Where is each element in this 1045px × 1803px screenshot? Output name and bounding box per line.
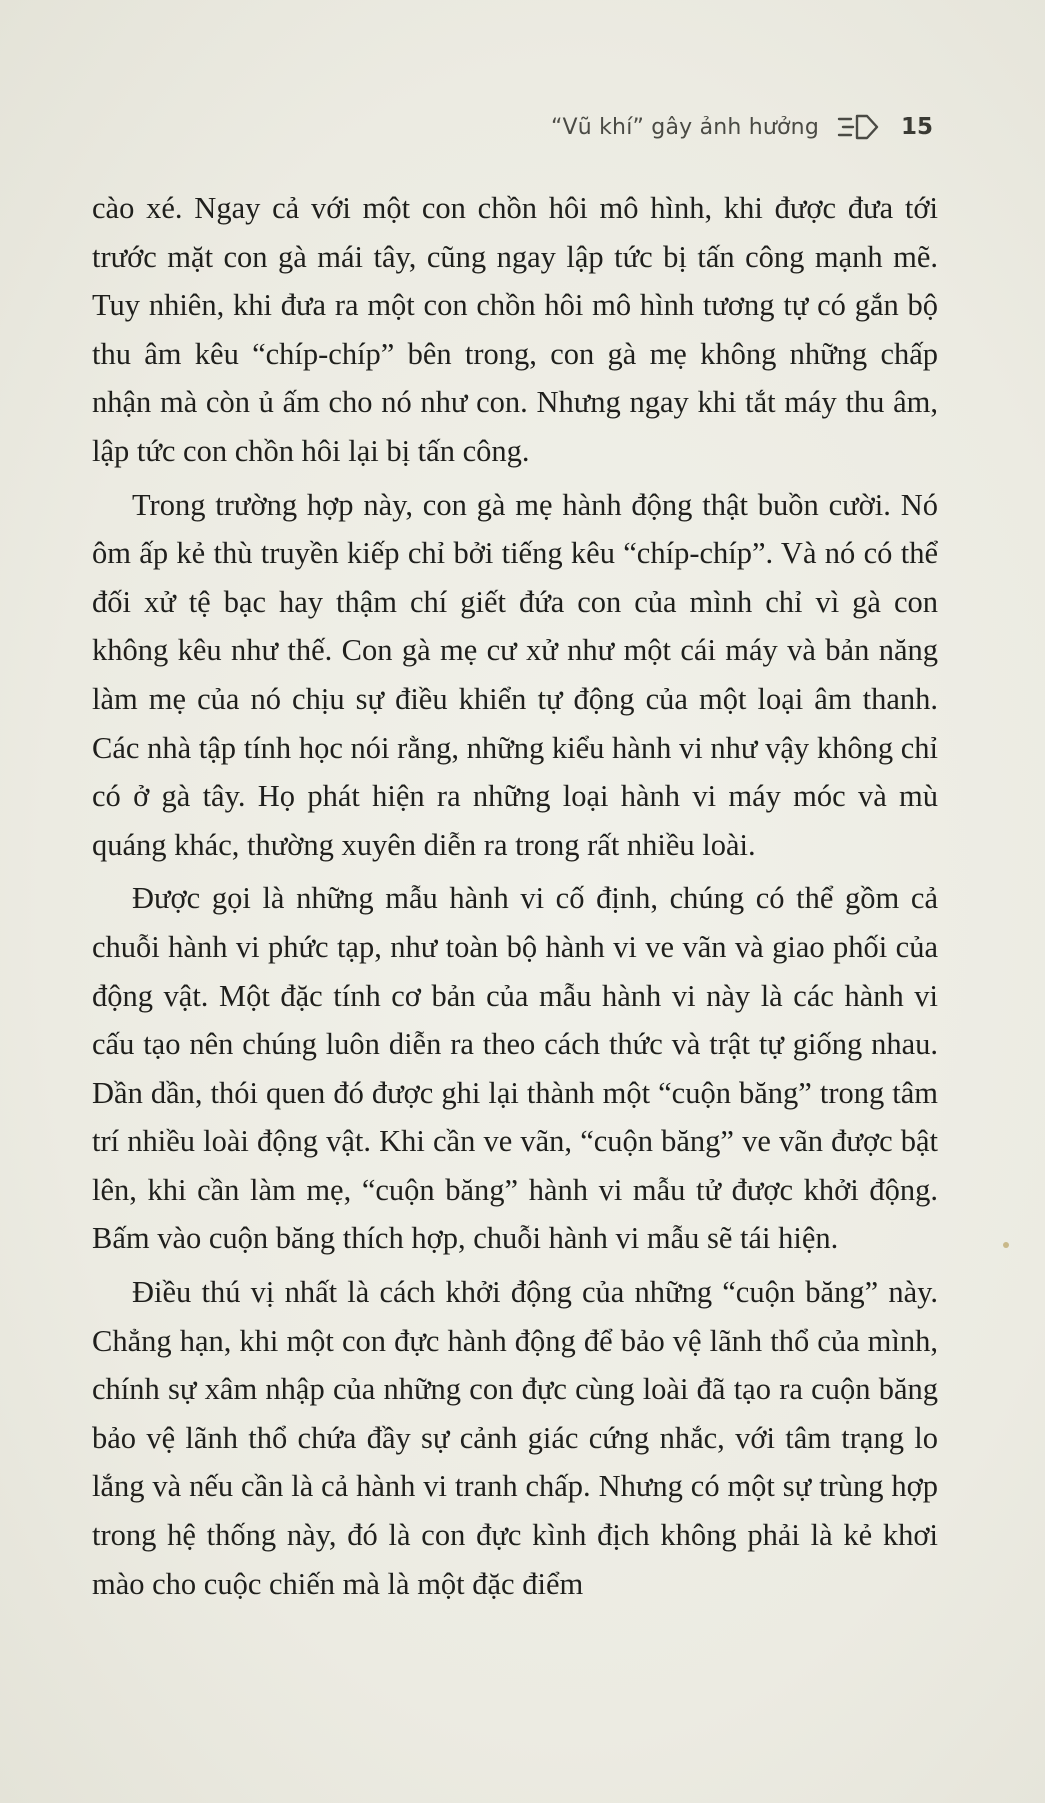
text-line: có gắn bộ thu âm kêu “chíp-chíp” bên trong, con gà mẹ không <box>92 288 939 371</box>
text-line: trước mặt con gà mái tây, cũng ngay lập tức bị tấn công mạnh <box>92 239 883 274</box>
paragraph <box>92 1268 938 1608</box>
page-header <box>551 112 933 142</box>
text-line: khi tắt máy thu âm, lập tức con chồn hôi lại bị tấn công. <box>92 385 938 468</box>
text-line: năng làm mẹ của nó chịu sự điều khiển tự động của một loại âm <box>92 633 938 716</box>
text-line: những chấp nhận mà còn ủ ấm cho nó như con. Nhưng ngay <box>92 336 939 420</box>
text-line: Được gọi là những mẫu hành vi cố định, chúng có thể gồm <box>132 881 900 916</box>
text-line: con không kêu như thế. Con gà mẹ cư xử như một cái máy và bản <box>92 584 938 668</box>
text-line: có thể đối xử tệ bạc hay thậm chí giết đứa con của mình chỉ vì gà <box>92 536 938 619</box>
paragraph <box>92 874 938 1263</box>
text-line: Nó ôm ấp kẻ thù truyền kiếp chỉ bởi tiếng kêu “chíp-chíp”. Và nó <box>92 487 938 571</box>
text-line: tự giống nhau. Dần dần, thói quen đó được ghi lại thành một <box>92 1027 938 1110</box>
text-line: các hành vi cấu tạo nên chúng luôn diễn ra theo cách thức và trật <box>92 978 939 1062</box>
text-line: không phải là kẻ khơi mào cho cuộc chiến mà là một đặc điểm <box>92 1518 938 1601</box>
book-marker-icon <box>837 112 883 142</box>
text-line: phối của động vật. Một đặc tính cơ bản của mẫu hành vi này là <box>92 929 938 1013</box>
text-line: ra cuộn băng bảo vệ lãnh thổ chứa đầy sự cảnh giác cứng nhắc, <box>92 1372 938 1455</box>
running-head: “Vũ khí” gây ảnh hưởng <box>550 114 819 140</box>
text-line: cào xé. Ngay cả với một con chồn hôi mô hình, khi được đưa tới <box>92 191 938 225</box>
text-line: thanh. Các nhà tập tính học nói rằng, những kiểu hành vi như vậy <box>92 681 939 765</box>
text-line: chuỗi hành vi mẫu sẽ tái hiện. <box>473 1221 839 1256</box>
text-line: của mình, chính sự xâm nhập của những con đực cùng loài đã tạo <box>92 1323 938 1407</box>
paragraph <box>92 184 938 476</box>
text-line: Điều thú vị nhất là cách khởi động của những “cuộn băng” <box>132 1275 879 1310</box>
text-line: Trong trường hợp này, con gà mẹ hành động thật buồn cười. <box>132 487 891 522</box>
paper-speck <box>1003 1242 1009 1248</box>
text-line: này. Chẳng hạn, khi một con đực hành động để bảo vệ lãnh thổ <box>92 1275 939 1358</box>
paragraph <box>92 481 938 870</box>
text-line: mẽ. Tuy nhiên, khi đưa ra một con chồn hôi mô hình tương tự <box>92 239 938 323</box>
text-line: “cuộn băng” trong tâm trí nhiều loài động vật. Khi cần ve vãn, <box>92 1075 938 1159</box>
text-line: có một sự trùng hợp trong hệ thống này, đó là con đực kình địch <box>92 1469 939 1553</box>
text-line: và mù quáng khác, thường xuyên diễn ra trong rất nhiều loài. <box>92 779 939 862</box>
text-line: cả chuỗi hành vi phức tạp, như toàn bộ hành vi ve vãn và giao <box>92 881 938 964</box>
body-text <box>92 184 938 1608</box>
text-line: với tâm trạng lo lắng và nếu cần là cả hành vi tranh chấp. Nhưng <box>92 1420 939 1504</box>
text-line: không chỉ có ở gà tây. Họ phát hiện ra những loại hành vi máy móc <box>92 730 938 814</box>
text-line: “cuộn băng” ve vãn được bật lên, khi cần làm mẹ, “cuộn băng” <box>92 1124 939 1207</box>
text-line: hành vi mẫu tử được khởi động. Bấm vào cuộn băng thích hợp, <box>92 1172 939 1256</box>
page-number: 15 <box>900 114 933 140</box>
